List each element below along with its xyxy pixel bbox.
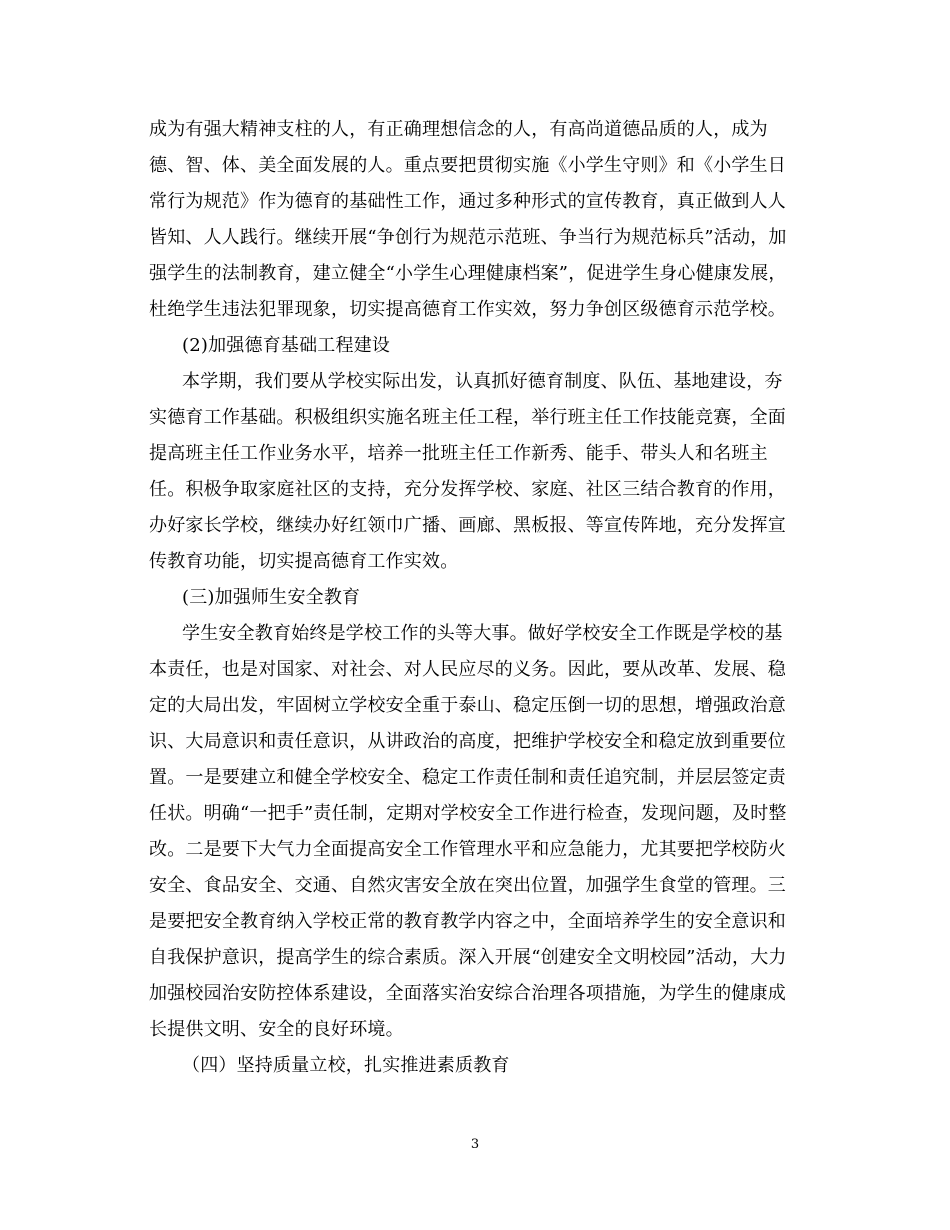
text-line: 成为有强大精神支柱的人，有正确理想信念的人，有高尚道德品质的人，成为 xyxy=(149,119,768,140)
text-line: 长提供文明、安全的良好环境。 xyxy=(149,1019,404,1040)
text-line: 杜绝学生违法犯罪现象，切实提高德育工作实效，努力争创区级德育示范学校。 xyxy=(149,299,786,320)
section-heading: (三)加强师生安全教育 xyxy=(182,587,361,608)
text-line: 安全、食品安全、交通、自然灾害安全放在突出位置，加强学生食堂的管理。三 xyxy=(149,875,786,896)
text-line: 置。一是要建立和健全学校安全、稳定工作责任制和责任追究制，并层层签定责 xyxy=(149,767,786,788)
text-line: 加强校园治安防控体系建设，全面落实治安综合治理各项措施，为学生的健康成 xyxy=(149,983,786,1004)
text-line: 是要把安全教育纳入学校正常的教育教学内容之中，全面培养学生的安全意识和 xyxy=(149,911,786,932)
text-line: 实德育工作基础。积极组织实施名班主任工程，举行班主任工作技能竞赛，全面 xyxy=(149,407,786,428)
text-line: 提高班主任工作业务水平，培养一批班主任工作新秀、能手、带头人和名班主 xyxy=(149,443,768,464)
text-line: 学生安全教育始终是学校工作的头等大事。做好学校安全工作既是学校的基 xyxy=(182,623,783,644)
text-line: 传教育功能，切实提高德育工作实效。 xyxy=(149,551,459,572)
text-line: 识、大局意识和责任意识，从讲政治的高度，把维护学校安全和稳定放到重要位 xyxy=(149,731,786,752)
section-heading: （四）坚持质量立校，扎实推进素质教育 xyxy=(182,1055,510,1076)
section-heading: (2)加强德育基础工程建设 xyxy=(182,335,391,356)
text-line: 定的大局出发，牢固树立学校安全重于泰山、稳定压倒一切的思想，增强政治意 xyxy=(149,695,786,716)
text-line: 德、智、体、美全面发展的人。重点要把贯彻实施《小学生守则》和《小学生日 xyxy=(149,155,786,176)
text-line: 常行为规范》作为德育的基础性工作，通过多种形式的宣传教育，真正做到人人 xyxy=(149,191,786,212)
text-line: 改。二是要下大气力全面提高安全工作管理水平和应急能力，尤其要把学校防火 xyxy=(149,839,786,860)
text-line: 本学期，我们要从学校实际出发，认真抓好德育制度、队伍、基地建设，夯 xyxy=(182,371,783,392)
text-line: 办好家长学校，继续办好红领巾广播、画廊、黑板报、等宣传阵地，充分发挥宣 xyxy=(149,515,786,536)
text-line: 本责任，也是对国家、对社会、对人民应尽的义务。因此，要从改革、发展、稳 xyxy=(149,659,786,680)
text-line: 任。积极争取家庭社区的支持，充分发挥学校、家庭、社区三结合教育的作用， xyxy=(149,479,786,500)
text-line: 强学生的法制教育，建立健全“小学生心理健康档案”，促进学生身心健康发展， xyxy=(149,263,787,284)
page-number: 3 xyxy=(470,1137,480,1152)
text-line: 任状。明确“一把手”责任制，定期对学校安全工作进行检查，发现问题，及时整 xyxy=(149,803,787,824)
text-line: 自我保护意识，提高学生的综合素质。深入开展“创建安全文明校园”活动，大力 xyxy=(149,947,787,968)
text-line: 皆知、人人践行。继续开展“争创行为规范示范班、争当行为规范标兵”活动，加 xyxy=(149,227,787,248)
